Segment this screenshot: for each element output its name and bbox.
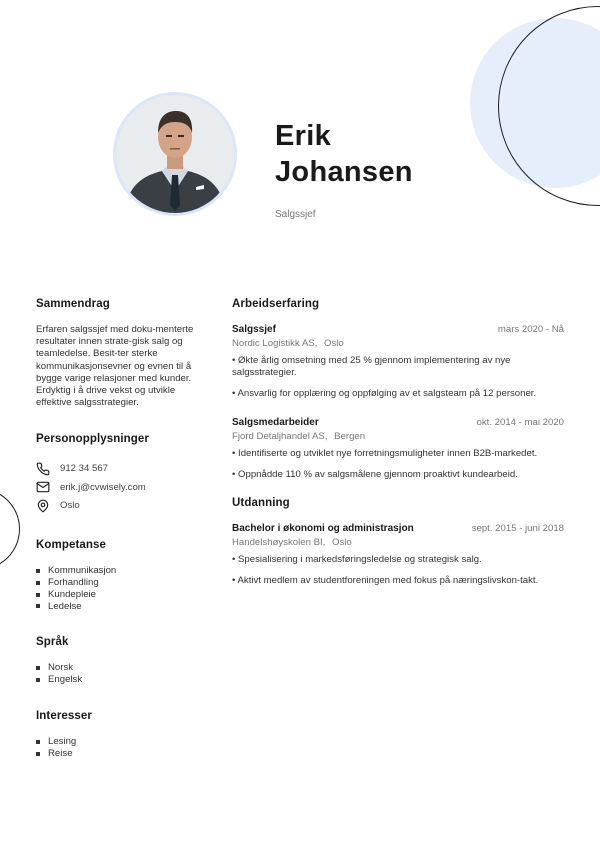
envelope-icon <box>36 480 50 494</box>
education-heading: Utdanning <box>232 497 290 510</box>
job-company-line <box>232 431 564 442</box>
job-entry <box>232 324 564 401</box>
job-role: Salgssjef <box>275 209 316 220</box>
right-column <box>232 298 564 603</box>
list-item: Norsk <box>36 662 208 674</box>
interests-list <box>36 736 208 760</box>
company-city: Oslo <box>324 338 344 349</box>
job-bullet: • Identifiserte og utviklet nye forretningsmuligheter innen B2B-markedet. <box>232 447 538 459</box>
list-item: Kommunikasjon <box>36 565 208 577</box>
job-title: Salgsmedarbeider <box>232 416 319 428</box>
portrait-illustration <box>116 95 234 213</box>
decorative-circle-outline-left <box>0 488 20 570</box>
first-name: Erik <box>275 120 332 152</box>
profile-photo <box>113 92 237 216</box>
experience-heading: Arbeidserfaring <box>232 298 320 310</box>
skills-heading: Kompetanse <box>36 539 107 552</box>
job-company-line <box>232 338 564 349</box>
education-bullet: • Aktivt medlem av studentforeningen med fokus på næringslivskon-takt. <box>232 575 539 587</box>
skills-list <box>36 565 208 612</box>
school-city: Oslo <box>332 537 352 549</box>
contact-location <box>36 497 208 516</box>
contact-list <box>36 459 208 515</box>
phone-text: 912 34 567 <box>60 463 109 475</box>
education-date: sept. 2015 - juni 2018 <box>471 523 564 535</box>
languages-list <box>36 662 208 686</box>
list-item: Kundepleie <box>36 589 208 601</box>
left-column <box>36 298 208 784</box>
list-item: Forhandling <box>36 577 208 589</box>
job-bullet: • Økte årlig omsetning med 25 % gjennom implementering av nye salgsstrategier. <box>232 355 511 379</box>
last-name: Johansen <box>275 156 413 188</box>
company-name: Fjord Detaljhandel AS, <box>232 430 328 442</box>
list-item: Engelsk <box>36 674 208 686</box>
job-date: okt. 2014 - mai 2020 <box>476 416 564 428</box>
school-name: Handelshøyskolen BI, <box>232 537 326 549</box>
languages-heading: Språk <box>36 636 69 649</box>
list-item: Ledelse <box>36 601 208 613</box>
contact-email <box>36 478 208 497</box>
education-entry <box>232 523 564 587</box>
job-bullet: • Oppnådde 110 % av salgsmålene gjennom proaktivt kundearbeid. <box>232 468 518 480</box>
location-text: Oslo <box>60 500 80 512</box>
degree-title: Bachelor i økonomi og administrasjon <box>232 523 414 535</box>
job-date: mars 2020 - Nå <box>497 324 564 335</box>
list-item: Reise <box>36 748 208 760</box>
phone-icon <box>36 462 50 476</box>
job-entry <box>232 417 564 481</box>
job-title: Salgssjef <box>232 324 276 335</box>
company-city: Bergen <box>334 430 366 442</box>
full-name <box>275 118 413 190</box>
company-name: Nordic Logistikk AS, <box>232 338 318 349</box>
education-bullet: • Spesialisering i markedsføringsledelse og strategisk salg. <box>232 554 482 566</box>
summary-heading: Sammendrag <box>36 298 110 310</box>
interests-heading: Interesser <box>36 709 92 722</box>
personal-heading: Personopplysninger <box>36 433 149 446</box>
summary-text: Erfaren salgssjef med doku-menterte resultater innen strate-gisk salg og teamledelse. Besit-ter sterke kommunikasjonsevner og evnen til å bygge varige relasjoner med kunder. Erdyktig i å drive vekst og utvikle effektive salgsstrategier. <box>36 324 194 409</box>
contact-phone <box>36 459 208 478</box>
school-line <box>232 537 564 548</box>
list-item: Lesing <box>36 736 208 748</box>
job-bullet: • Ansvarlig for opplæring og oppfølging av et salgsteam på 12 personer. <box>232 388 537 400</box>
email-text: erik.j@cvwisely.com <box>60 481 146 493</box>
map-pin-icon <box>36 499 50 513</box>
